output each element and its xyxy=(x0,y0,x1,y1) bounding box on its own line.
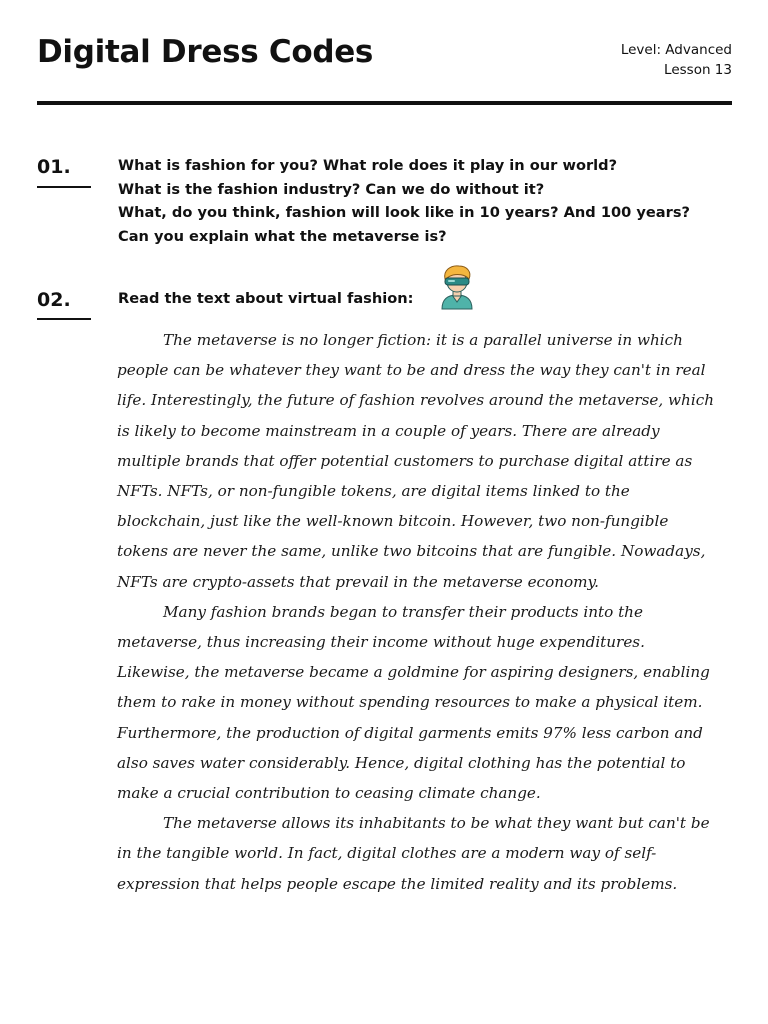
section-2-underline xyxy=(37,318,91,320)
reading-text xyxy=(117,325,717,899)
reading-paragraph: The metaverse is no longer fiction: it is a parallel universe in which people can be whatever they want to be and dress the way they can't in real life. Interestingly, the future of fashion revolves around the metaverse, which is likely to become mainstream in a couple of years. There are already multiple brands that offer potential customers to purchase digital attire as NFTs. NFTs, or non-fungible tokens, are digital items linked to the blockchain, just like the well-known bitcoin. However, two non-fungible tokens are never the same, unlike two bitcoins that are fungible. Nowadays, NFTs are crypto-assets that prevail in the metaverse economy. xyxy=(117,331,714,591)
question-item: What is the fashion industry? Can we do without it? xyxy=(118,180,545,198)
level-label: Level: Advanced xyxy=(620,42,732,58)
person-with-vr-headset-icon xyxy=(437,264,477,310)
section-2-number: 02. xyxy=(37,289,71,311)
lesson-label: Lesson 13 xyxy=(664,62,732,78)
reading-paragraph: Many fashion brands began to transfer their products into the metaverse, thus increasing their income without huge expenditures. Likewise, the metaverse became a goldmine for aspiring designers, enabling them to rake in money without spending resources to make a physical item. Furthermore, the production of digital garments emits 97% less carbon and also saves water considerably. Hence, digital clothing has the potential to make a crucial contribution to ceasing climate change. xyxy=(117,602,710,803)
page-title: Digital Dress Codes xyxy=(37,34,374,70)
reading-paragraph: The metaverse allows its inhabitants to be what they want but can't be in the tangible world. In fact, digital clothes are a modern way of self-expression that helps people escape the limited reality and its problems. xyxy=(117,814,710,893)
lesson-meta xyxy=(621,40,732,80)
reading-instruction: Read the text about virtual fashion: xyxy=(118,290,414,307)
question-item: Can you explain what the metaverse is? xyxy=(118,227,447,245)
question-item: What is fashion for you? What role does it play in our world? xyxy=(118,157,618,174)
section-1-underline xyxy=(37,186,91,188)
question-item: What, do you think, fashion will look like in 10 years? And 100 years? xyxy=(118,204,690,221)
header-divider xyxy=(37,101,732,105)
discussion-questions xyxy=(118,154,738,248)
section-1-number: 01. xyxy=(37,156,71,178)
